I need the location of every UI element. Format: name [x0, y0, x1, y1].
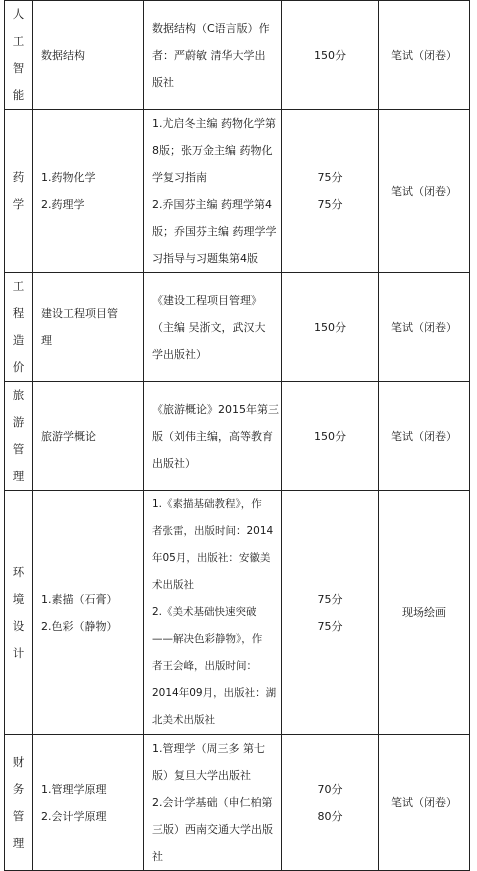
- textbook-line: 数据结构（C语言版）作: [152, 21, 270, 35]
- textbook-cell: [144, 735, 282, 871]
- score-cell: [282, 735, 379, 871]
- course-name: 1.素描（石膏）: [41, 592, 118, 606]
- major-char: 造: [12, 333, 25, 347]
- score-cell: [282, 1, 379, 110]
- major-char: 管: [12, 808, 25, 823]
- table-row: [5, 110, 470, 273]
- textbook-cell: [144, 1, 282, 110]
- major-cell: [5, 491, 33, 735]
- textbook-line: 版（刘伟主编，高等教育: [152, 429, 273, 443]
- major-char: 价: [12, 360, 25, 374]
- textbook-line: 2.《美术基础快速突破: [152, 606, 257, 618]
- exam-type-cell: 笔试（闭卷）: [379, 1, 470, 110]
- score-cell: [282, 382, 379, 491]
- table-row: [5, 735, 470, 871]
- major-char: 旅: [12, 388, 25, 402]
- score-value: 70分: [317, 782, 343, 796]
- major-char: 理: [12, 835, 25, 850]
- major-char: 学: [12, 197, 25, 211]
- course-name: 1.管理学原理: [41, 782, 107, 796]
- major-char: 药: [12, 170, 25, 184]
- textbook-line: 版；乔国芬主编 药理学学: [152, 225, 277, 238]
- course-name: 2.色彩（静物）: [41, 619, 118, 633]
- textbook-line: 术出版社: [152, 579, 194, 591]
- exam-type-cell: 笔试（闭卷）: [379, 735, 470, 871]
- exam-type-cell: 笔试（闭卷）: [379, 382, 470, 491]
- table-body: [5, 1, 470, 871]
- textbook-line: ——解决色彩静物》，作: [152, 633, 263, 645]
- major-char: 务: [12, 781, 25, 796]
- major-cell: [5, 110, 33, 273]
- textbook-line: 年05月，出版社：安徽美: [152, 552, 271, 564]
- major-cell: [5, 735, 33, 871]
- major-char: 环: [12, 564, 25, 579]
- course-cell: [33, 382, 144, 491]
- exam-type-cell: 笔试（闭卷）: [379, 110, 470, 273]
- score-value: 150分: [314, 320, 346, 334]
- course-cell: [33, 273, 144, 382]
- major-char: 管: [12, 442, 25, 456]
- textbook-line: 2.乔国芬主编 药理学第4: [152, 198, 272, 211]
- course-name: 理: [41, 334, 52, 347]
- textbook-line: 习指导与习题集第4版: [152, 252, 258, 265]
- textbook-line: 2.会计学基础（申仁柏第: [152, 796, 273, 809]
- textbook-line: 学出版社）: [152, 347, 207, 361]
- score-value: 75分: [317, 619, 343, 633]
- textbook-line: （主编 吴浙文，武汉大: [152, 320, 266, 334]
- major-char: 能: [12, 88, 25, 102]
- course-name: 2.会计学原理: [41, 809, 107, 823]
- major-char: 人: [12, 7, 25, 21]
- textbook-line: 学复习指南: [152, 171, 207, 184]
- textbook-line: 1.尤启冬主编 药物化学第: [152, 117, 276, 130]
- syllabus-table: [4, 0, 470, 871]
- major-char: 计: [12, 645, 25, 660]
- table-row: [5, 273, 470, 382]
- score-cell: [282, 273, 379, 382]
- exam-type-cell: 笔试（闭卷）: [379, 273, 470, 382]
- score-cell: [282, 491, 379, 735]
- major-char: 设: [12, 618, 25, 633]
- textbook-cell: [144, 382, 282, 491]
- textbook-line: 北美术出版社: [152, 714, 215, 726]
- textbook-cell: [144, 491, 282, 735]
- textbook-line: 2014年09月，出版社：湖: [152, 687, 277, 699]
- major-char: 境: [12, 591, 25, 606]
- major-char: 工: [12, 34, 25, 48]
- table-row: [5, 1, 470, 110]
- major-char: 智: [12, 61, 25, 75]
- major-cell: [5, 382, 33, 491]
- major-cell: [5, 1, 33, 110]
- textbook-line: 1.《素描基础教程》，作: [152, 498, 262, 510]
- score-value: 75分: [317, 171, 343, 184]
- course-cell: [33, 110, 144, 273]
- table-row: [5, 491, 470, 735]
- score-cell: [282, 110, 379, 273]
- course-name: 旅游学概论: [41, 429, 96, 443]
- textbook-line: 版）复旦大学出版社: [152, 769, 251, 782]
- major-char: 理: [12, 469, 25, 483]
- course-name: 数据结构: [41, 48, 85, 62]
- table-row: [5, 382, 470, 491]
- course-name: 建设工程项目管: [41, 307, 118, 320]
- textbook-line: 1.管理学（周三多 第七: [152, 742, 265, 755]
- course-cell: [33, 491, 144, 735]
- textbook-line: 版社: [152, 75, 174, 89]
- course-name: 1.药物化学: [41, 171, 96, 184]
- major-char: 游: [12, 415, 25, 429]
- score-value: 150分: [314, 48, 346, 62]
- score-value: 75分: [317, 198, 343, 211]
- textbook-line: 8版；张万金主编 药物化: [152, 144, 273, 157]
- textbook-cell: [144, 273, 282, 382]
- course-name: 2.药理学: [41, 198, 85, 211]
- major-char: 工: [12, 279, 25, 293]
- score-value: 75分: [317, 592, 343, 606]
- textbook-line: 者：严蔚敏 清华大学出: [152, 48, 266, 62]
- textbook-cell: [144, 110, 282, 273]
- score-value: 150分: [314, 429, 346, 443]
- exam-type-cell: 现场绘画: [379, 491, 470, 735]
- course-cell: [33, 1, 144, 110]
- textbook-line: 《建设工程项目管理》: [152, 293, 262, 307]
- textbook-line: 者王会峰，出版时间：: [152, 660, 257, 672]
- textbook-line: 社: [152, 850, 163, 863]
- course-cell: [33, 735, 144, 871]
- textbook-line: 出版社）: [152, 456, 196, 470]
- textbook-line: 三版）西南交通大学出版: [152, 823, 273, 836]
- score-value: 80分: [317, 809, 343, 823]
- textbook-line: 者张雷，出版时间：2014: [152, 525, 274, 537]
- major-char: 程: [12, 306, 25, 320]
- major-cell: [5, 273, 33, 382]
- major-char: 财: [12, 754, 25, 769]
- textbook-line: 《旅游概论》2015年第三: [152, 402, 279, 416]
